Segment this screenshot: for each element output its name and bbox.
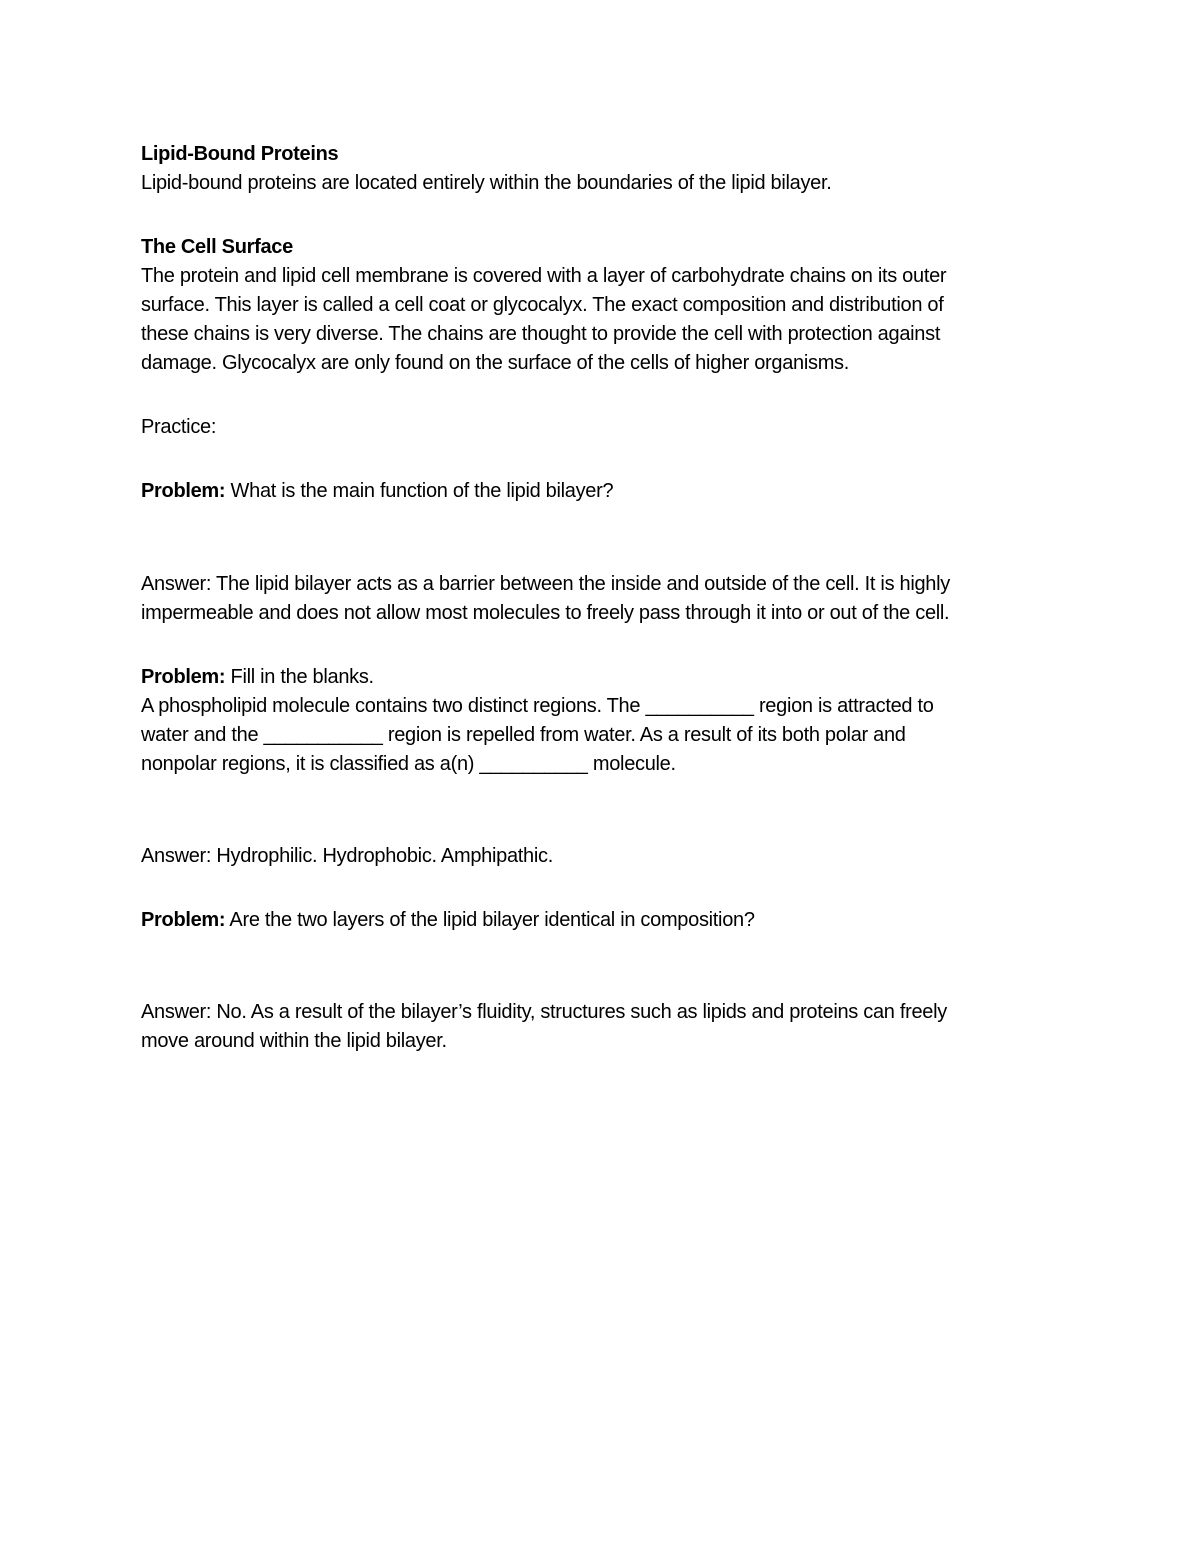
problem-2	[141, 663, 1071, 779]
cell-surface-line: these chains is very diverse. The chains are thought to provide the cell with protection against	[141, 323, 941, 345]
problem-label: Problem:	[141, 909, 226, 931]
lipid-bound-body: Lipid-bound proteins are located entirely within the boundaries of the lipid bilayer.	[141, 172, 832, 194]
problem-label: Problem:	[141, 480, 226, 502]
answer-1	[141, 570, 1071, 628]
cell-surface-line: damage. Glycocalyx are only found on the surface of the cells of higher organisms.	[141, 352, 850, 374]
problem-question-text: Are the two layers of the lipid bilayer identical in composition?	[225, 909, 755, 931]
problem-1-question	[141, 477, 1071, 506]
problem-3-question	[141, 906, 1071, 935]
document-content	[141, 140, 1071, 1056]
problem-question-line: water and the ___________ region is repelled from water. As a result of its both polar and	[141, 724, 906, 746]
problem-2-question	[141, 663, 1071, 692]
problem-question-text: What is the main function of the lipid bilayer?	[225, 480, 614, 502]
cell-surface-line: The protein and lipid cell membrane is covered with a layer of carbohydrate chains on its outer	[141, 265, 947, 287]
lipid-bound-heading: Lipid-Bound Proteins	[141, 143, 339, 165]
answer-line: Answer: Hydrophilic. Hydrophobic. Amphipathic.	[141, 845, 553, 867]
answer-line: Answer: The lipid bilayer acts as a barrier between the inside and outside of the cell. It is highly	[141, 573, 950, 595]
cell-surface-line: surface. This layer is called a cell coat or glycocalyx. The exact composition and distribution of	[141, 294, 944, 316]
cell-surface-paragraph	[141, 262, 1071, 378]
problem-1	[141, 477, 1071, 506]
answer-line: move around within the lipid bilayer.	[141, 1030, 447, 1052]
problem-question-text: Fill in the blanks.	[225, 666, 374, 688]
cell-surface-heading: The Cell Surface	[141, 236, 293, 258]
problem-3	[141, 906, 1071, 935]
practice-label: Practice:	[141, 416, 217, 438]
answer-line: impermeable and does not allow most molecules to freely pass through it into or out of the cell.	[141, 602, 950, 624]
answer-2	[141, 842, 1071, 871]
problem-question-line: nonpolar regions, it is classified as a(n) __________ molecule.	[141, 753, 676, 775]
answer-line: Answer: No. As a result of the bilayer’s fluidity, structures such as lipids and proteins can freely	[141, 1001, 947, 1023]
problem-question-line: A phospholipid molecule contains two distinct regions. The __________ region is attracted to	[141, 695, 934, 717]
answer-3	[141, 998, 1071, 1056]
problem-label: Problem:	[141, 666, 226, 688]
